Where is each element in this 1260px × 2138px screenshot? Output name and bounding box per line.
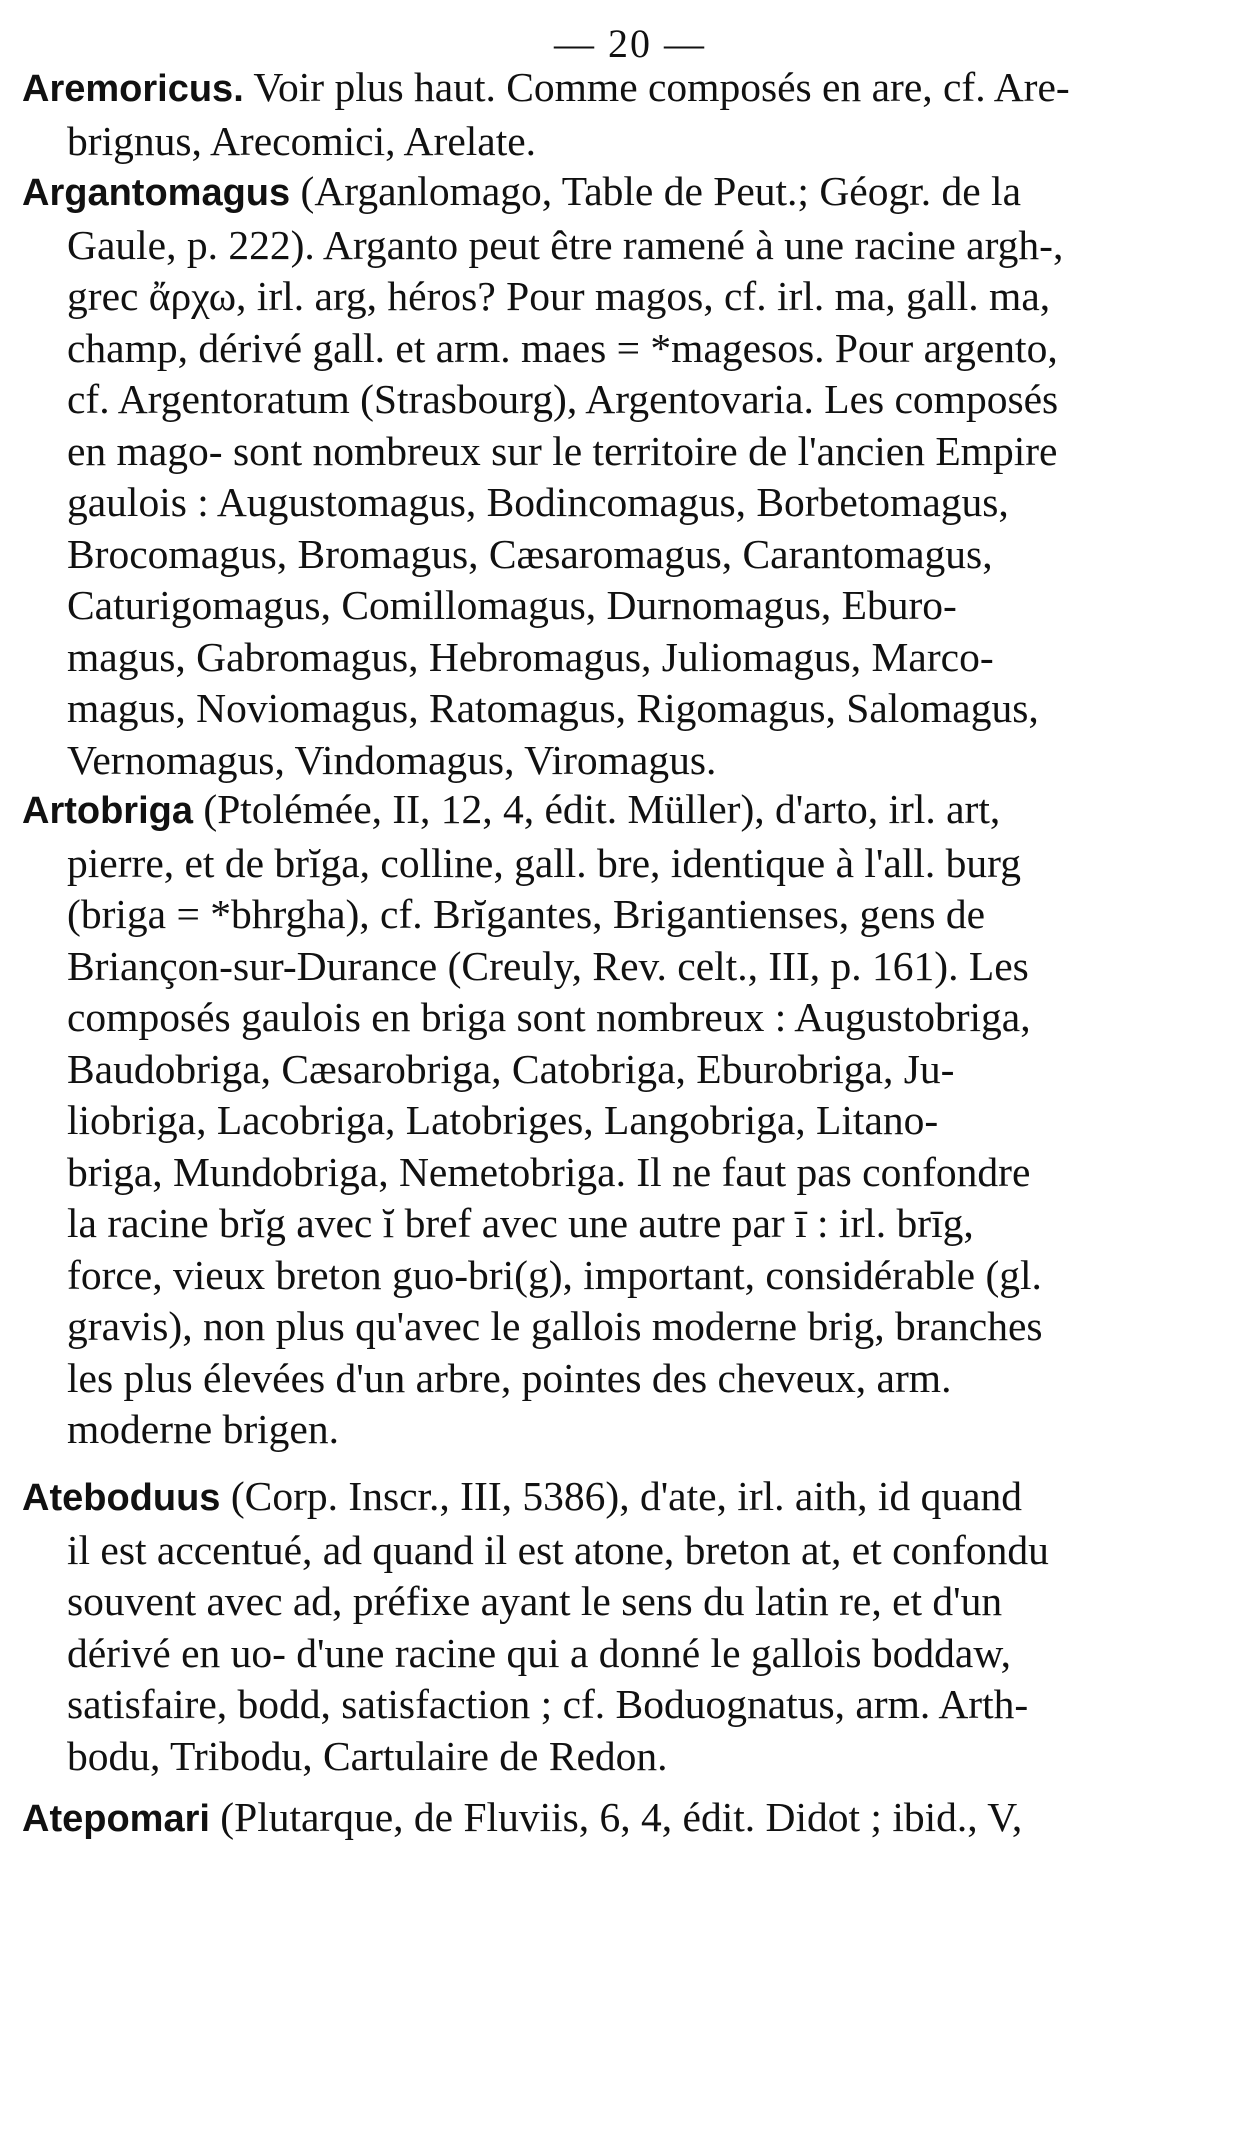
entry-text-line: magus, Gabromagus, Hebromagus, Juliomagus, Marco- xyxy=(67,633,994,680)
entry-text-line: la racine brĭg avec ĭ bref avec une autre par ī : irl. brīg, xyxy=(67,1200,974,1246)
entry-first-line xyxy=(22,62,1237,116)
entry-text-line: Briançon-sur-Durance (Creuly, Rev. celt., III, p. 161). Les xyxy=(67,942,1029,989)
entry-headword: Ateboduus xyxy=(22,1477,221,1519)
entry-text-line: gaulois : Augustomagus, Bodincomagus, Borbetomagus, xyxy=(67,479,1009,525)
entry-text-line: Brocomagus, Bromagus, Cæsaromagus, Carantomagus, xyxy=(67,530,993,577)
entry-text-line: Baudobriga, Cæsarobriga, Catobriga, Eburobriga, Ju- xyxy=(67,1045,955,1092)
entry-first-line xyxy=(22,1471,1237,1525)
entry-text-line: satisfaire, bodd, satisfaction ; cf. Boduognatus, arm. Arth- xyxy=(67,1681,1029,1727)
entry-text-line: (briga = *bhrgha), cf. Brĭgantes, Brigantienses, gens de xyxy=(67,891,986,937)
entry-text-line: magus, Noviomagus, Ratomagus, Rigomagus, Salomagus, xyxy=(67,685,1039,731)
entry-text-line: Caturigomagus, Comillomagus, Durnomagus, Eburo- xyxy=(67,582,957,628)
entry-text-line: il est accentué, ad quand il est atone, breton at, et confondu xyxy=(67,1526,1049,1573)
dictionary-entry xyxy=(22,1471,1237,1782)
page-number: — 20 — xyxy=(554,21,706,66)
entry-text-line: moderne brigen. xyxy=(67,1406,339,1452)
entry-headword: Aremoricus. xyxy=(22,68,244,110)
entry-text-line: force, vieux breton guo-bri(g), important, considérable (gl. xyxy=(67,1251,1042,1298)
entry-text-line: (Arganlomago, Table de Peut.; Géogr. de la xyxy=(290,168,1021,214)
dictionary-entry xyxy=(22,166,1237,786)
entry-text-line: pierre, et de brĭga, colline, gall. bre, identique à l'all. burg xyxy=(67,839,1021,886)
entry-text-line: cf. Argentoratum (Strasbourg), Argentovaria. Les composés xyxy=(67,376,1059,422)
entry-text-line: composés gaulois en briga sont nombreux : Augustobriga, xyxy=(67,994,1031,1040)
entry-text-line: les plus élevées d'un arbre, pointes des cheveux, arm. xyxy=(67,1354,952,1401)
entry-text-line: gravis), non plus qu'avec le gallois moderne brig, branches xyxy=(67,1303,1043,1349)
entry-text-line: bodu, Tribodu, Cartulaire de Redon. xyxy=(67,1732,668,1779)
entry-text-line: en mago- sont nombreux sur le territoire de l'ancien Empire xyxy=(67,427,1058,474)
entry-text-line: liobriga, Lacobriga, Latobriges, Langobriga, Litano- xyxy=(67,1097,939,1143)
entry-text-line: brignus, Arecomici, Arelate. xyxy=(67,117,537,164)
entry-text-line: Gaule, p. 222). Arganto peut être ramené à une racine argh-, xyxy=(67,221,1064,268)
entry-text-line: (Ptolémée, II, 12, 4, édit. Müller), d'arto, irl. art, xyxy=(193,786,1001,832)
dictionary-entry xyxy=(22,1792,1237,1846)
entry-first-line xyxy=(22,166,1237,220)
dictionary-entry xyxy=(22,62,1237,167)
entry-text-line: souvent avec ad, préfixe ayant le sens du latin re, et d'un xyxy=(67,1578,1003,1624)
entry-first-line xyxy=(22,1792,1237,1846)
entry-headword: Argantomagus xyxy=(22,172,291,214)
entry-text-line: Voir plus haut. Comme composés en are, cf. Are- xyxy=(243,64,1070,110)
entry-text-line: (Corp. Inscr., III, 5386), d'ate, irl. aith, id quand xyxy=(220,1473,1022,1519)
entry-text-line: Vernomagus, Vindomagus, Viromagus. xyxy=(67,736,717,783)
entry-text-line: briga, Mundobriga, Nemetobriga. Il ne faut pas confondre xyxy=(67,1148,1031,1195)
entry-headword: Artobriga xyxy=(22,790,193,832)
entry-text-line: dérivé en uo- d'une racine qui a donné le gallois boddaw, xyxy=(67,1629,1011,1676)
dictionary-entry xyxy=(22,784,1237,1456)
entry-text-line: champ, dérivé gall. et arm. maes = *magesos. Pour argento, xyxy=(67,324,1058,371)
entry-text-line: grec ἄρχω, irl. arg, héros? Pour magos, cf. irl. ma, gall. ma, xyxy=(67,273,1051,319)
entry-text-line: (Plutarque, de Fluviis, 6, 4, édit. Didot ; ibid., V, xyxy=(209,1794,1023,1840)
entry-headword: Atepomari xyxy=(22,1798,210,1840)
entry-first-line xyxy=(22,784,1237,838)
